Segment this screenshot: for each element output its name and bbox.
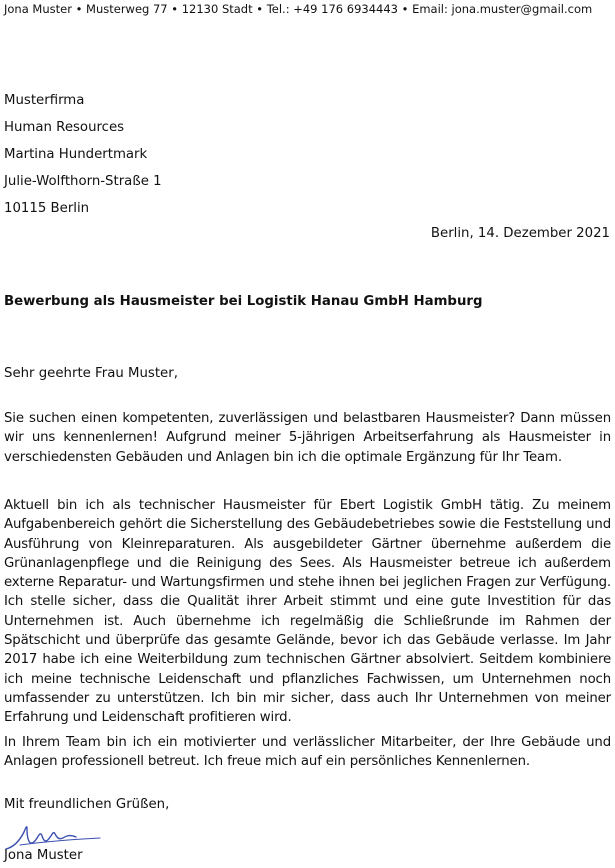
- letter-date: Berlin, 14. Dezember 2021: [430, 226, 610, 241]
- recipient-city: 10115 Berlin: [4, 201, 90, 216]
- closing-phrase: Mit freundlichen Grüßen,: [4, 797, 170, 812]
- recipient-contact: Martina Hundertmark: [4, 147, 148, 162]
- body-paragraph-2: Aktuell bin ich als technischer Hausmeister für Ebert Logistik GmbH tätig. Zu meinem Aufgabenbereich gehört die Sicherstellung des Gebäudebetriebes sowie die Feststellung und Ausführung von Kleinreparaturen. Als ausgebildeter Gärtner übernehme außerdem die Grünanlagenpflege und die Reinigung des Sees. Als Hausmeister betreue ich außerdem externe Reparatur- und Wartungsfirmen und stehe ihnen bei jeglichen Fragen zur Verfügung. Ich stelle sicher, dass die Qualität ihrer Arbeit stimmt und eine gute Investition für das Unternehmen ist. Auch übernehme ich regelmäßig die Schließrunde im Rahmen der Spätschicht und überprüfe das gesamte Gelände, bevor ich das Gebäude verlasse. Im Jahr 2017 habe ich eine Weiterbildung zum technischen Gärtner absolviert. Seitdem kombiniere ich meine technische Leidenschaft und pflanzliches Fachwissen, um Unternehmen noch umfassender zu unterstützen. Ich bin mir sicher, dass auch Ihr Unternehmen von meiner Erfahrung und Leidenschaft profitieren wird.: [4, 498, 611, 726]
- body-paragraph-1: Sie suchen einen kompetenten, zuverlässigen und belastbaren Hausmeister? Dann müssen wir uns kennenlernen! Aufgrund meiner 5-jährigen Arbeitserfahrung als Hausmeister in verschiedensten Gebäuden und Anlagen bin ich die optimale Ergänzung für Ihr Team.: [4, 411, 611, 465]
- body-paragraph-3: In Ihrem Team bin ich ein motivierter und verlässlicher Mitarbeiter, der Ihre Gebäude und Anlagen professionell betreut. Ich freue mich auf ein persönliches Kennenlernen.: [4, 735, 611, 770]
- salutation: Sehr geehrte Frau Muster,: [4, 366, 178, 381]
- recipient-address-block: [4, 87, 162, 222]
- recipient-street: Julie-Wolfthorn-Straße 1: [4, 174, 162, 189]
- recipient-department: Human Resources: [4, 120, 125, 135]
- signature-name: Jona Muster: [4, 848, 83, 863]
- sender-address-line: Jona Muster • Musterweg 77 • 12130 Stadt • Tel.: +49 176 6934443 • Email: jona.muster@gmail.com: [4, 2, 593, 16]
- letter-subject: Bewerbung als Hausmeister bei Logistik Hanau GmbH Hamburg: [4, 294, 483, 309]
- recipient-company: Musterfirma: [4, 93, 85, 108]
